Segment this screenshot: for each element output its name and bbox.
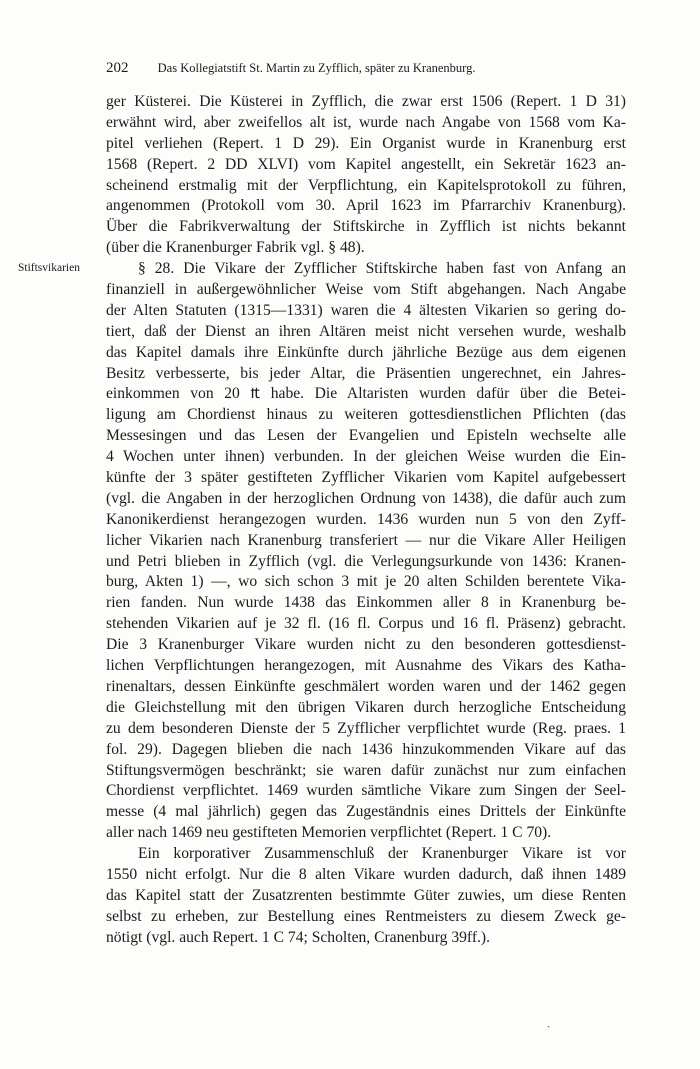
text-line: nötigt (vgl. auch Repert. 1 C 74; Scholten, Cranenburg 39ff.). xyxy=(106,928,491,946)
text-line: aller nach 1469 neu gestifteten Memorien verpflichtet (Repert. 1 C 70). xyxy=(106,824,552,842)
text-line: Kanonikerdienst herangezogen wurden. 1436 wurden nun 5 von den Zyff- xyxy=(106,510,626,528)
text-line: das Kapitel damals ihre Einkünfte durch jährliche Bezüge aus dem eigenen xyxy=(106,343,626,361)
text-line: zu dem besonderen Dienste der 5 Zyfflicher verpflichtet wurde (Reg. praes. 1 xyxy=(106,719,626,737)
margin-note-stiftsvikarien: Stiftsvikarien xyxy=(18,262,80,274)
text-line: künfte der 3 später gestifteten Zyfflicher Vikarien vom Kapitel aufgebessert xyxy=(106,469,626,487)
text-line: finanziell in außergewöhnlicher Weise vom Stift abgehangen. Nach Angabe xyxy=(106,281,626,299)
text-line: der Alten Statuten (1315—1331) waren die 4 ältesten Vikarien so gering do- xyxy=(106,301,626,319)
text-line: ger Küsterei. Die Küsterei in Zyfflich, die zwar erst 1506 (Repert. 1 D 31) xyxy=(106,93,626,110)
text-line: § 28. Die Vikare der Zyfflicher Stiftskirche haben fast von Anfang an xyxy=(138,260,626,278)
text-line: Chordienst verpflichtet. 1469 wurden sämtliche Vikare zum Singen der Seel- xyxy=(106,782,626,800)
text-line: die Gleichstellung mit den übrigen Vikaren durch herzogliche Entscheidung xyxy=(106,698,626,716)
text-line: selbst zu erheben, zur Bestellung eines Rentmeisters zu diesem Zweck ge- xyxy=(106,907,626,925)
running-title: Das Kollegiatstift St. Martin zu Zyfflich, später zu Kranenburg. xyxy=(157,61,476,75)
text-line: Ein korporativer Zusammenschluß der Kranenburger Vikare ist vor xyxy=(138,845,626,863)
text-line: einkommen von 20 ₶ habe. Die Altaristen wurden dafür über die Betei- xyxy=(106,385,626,403)
page-number: 202 xyxy=(106,60,129,76)
text-line: lichen Verpflichtungen herangezogen, mit Ausnahme des Vikars des Katha- xyxy=(106,657,626,675)
running-header xyxy=(106,60,626,77)
text-line: erwähnt wird, aber zweifellos alt ist, wurde nach Angabe von 1568 vom Ka- xyxy=(106,113,626,131)
text-line: licher Vikarien nach Kranenburg transferiert — nur die Vikare Aller Heiligen xyxy=(106,531,626,549)
stray-ink-mark: ˎ xyxy=(547,1017,551,1028)
text-line: das Kapitel statt der Zusatzrenten bestimmte Güter zuwies, um diese Renten xyxy=(106,886,626,904)
text-line: (über die Kranenburger Fabrik vgl. § 48). xyxy=(106,239,365,257)
text-line: Die 3 Kranenburger Vikare wurden nicht zu den besonderen gottesdienst- xyxy=(106,636,626,654)
text-line: Messesingen und das Lesen der Evangelien und Episteln wechselte alle xyxy=(106,427,626,445)
paragraph-korporativer-zusammenschluss xyxy=(106,844,626,948)
text-line: 4 Wochen unter ihnen) verbunden. In der gleichen Weise wurden die Ein- xyxy=(106,448,626,466)
text-line: scheinend erstmalig mit der Verpflichtung, ein Kapitelsprotokoll zu führen, xyxy=(106,176,626,194)
paragraph-section-28 xyxy=(106,259,626,844)
text-line: rinenaltars, dessen Einkünfte geschmälert worden waren und der 1462 gegen xyxy=(106,677,626,695)
text-line: und Petri blieben in Zyfflich (vgl. die Verlegungsurkunde von 1436: Kranen- xyxy=(106,552,626,570)
text-line: burg, Akten 1) —, wo sich schon 3 mit je 20 alten Schilden berentete Vika- xyxy=(106,573,626,591)
text-line: tiert, daß der Dienst an ihren Altären meist nicht versehen wurde, weshalb xyxy=(106,322,626,340)
text-line: messe (4 mal jährlich) gegen das Zugeständnis eines Drittels der Einkünfte xyxy=(106,803,626,821)
text-line: 1568 (Repert. 2 DD XLVI) vom Kapitel angestellt, ein Sekretär 1623 an- xyxy=(106,155,626,173)
text-line: Besitz verbesserte, bis jeder Altar, die Präsentien ungerechnet, ein Jahres- xyxy=(106,364,626,382)
text-line: rien fanden. Nun wurde 1438 das Einkommen aller 8 in Kranenburg be- xyxy=(106,594,626,612)
text-line: Stiftungsvermögen beschränkt; sie waren dafür zunächst nur zum einfachen xyxy=(106,761,626,779)
paragraph-kuesterei xyxy=(106,92,626,259)
text-line: fol. 29). Dagegen blieben die nach 1436 hinzukommenden Vikare auf das xyxy=(106,740,626,758)
text-line: pitel verliehen (Repert. 1 D 29). Ein Organist wurde in Kranenburg erst xyxy=(106,134,626,152)
text-line: angenommen (Protokoll vom 30. April 1623 im Pfarrarchiv Kranenburg). xyxy=(106,197,626,215)
text-line: 1550 nicht erfolgt. Nur die 8 alten Vikare wurden dadurch, daß ihnen 1489 xyxy=(106,865,626,883)
text-line: Über die Fabrikverwaltung der Stiftskirche in Zyfflich ist nichts bekannt xyxy=(106,218,626,236)
text-line: (vgl. die Angaben in der herzoglichen Ordnung von 1438), die dafür auch zum xyxy=(106,489,626,507)
text-line: stehenden Vikarien auf je 32 fl. (16 fl. Corpus und 16 fl. Präsenz) gebracht. xyxy=(106,615,626,633)
text-line: ligung am Chordienst hinaus zu weiteren gottesdienstlichen Pflichten (das xyxy=(106,406,626,424)
body-text xyxy=(106,92,626,949)
